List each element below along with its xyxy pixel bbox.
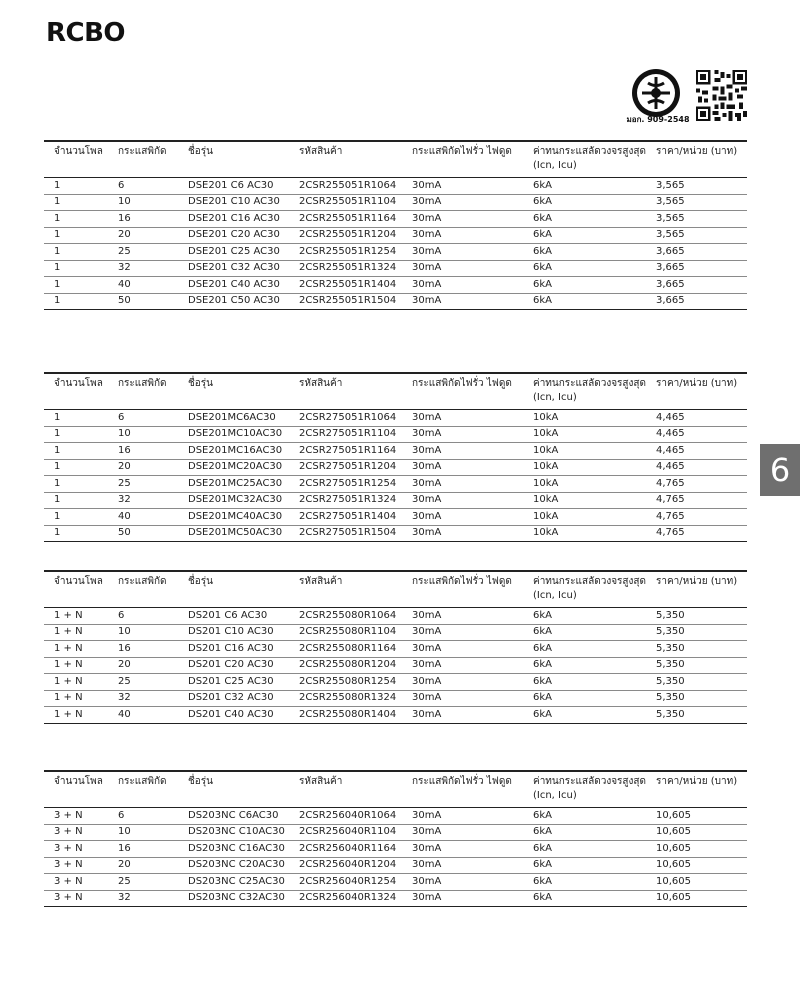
cell-poles: 1 [44,227,108,244]
table-row [44,459,747,476]
cell-product-code: 2CSR256040R1164 [289,841,402,858]
cell-breaking-capacity: 6kA [523,690,646,707]
table-row [44,293,747,310]
cell-product-code: 2CSR255051R1104 [289,194,402,211]
cell-poles: 3 + N [44,874,108,891]
cell-poles: 1 + N [44,690,108,707]
cell-leakage-current: 30mA [402,841,523,858]
table-row [44,641,747,658]
cell-product-code: 2CSR275051R1104 [289,426,402,443]
cell-price: 5,350 [646,608,747,625]
cell-rated-current: 6 [108,608,178,625]
price-table-1pole-n [44,570,747,724]
cell-leakage-current: 30mA [402,293,523,310]
cell-product-code: 2CSR255051R1324 [289,260,402,277]
cell-rated-current: 10 [108,426,178,443]
cell-product-code: 2CSR255080R1204 [289,657,402,674]
cell-poles: 1 [44,426,108,443]
header-price: ราคา/หน่วย (บาท) [656,378,738,389]
cell-price: 10,605 [646,841,747,858]
cell-poles: 1 [44,244,108,261]
cell-leakage-current: 30mA [402,690,523,707]
cell-breaking-capacity: 6kA [523,277,646,294]
cell-leakage-current: 30mA [402,824,523,841]
cell-leakage-current: 30mA [402,426,523,443]
header-product-code: รหัสสินค้า [299,378,343,389]
cell-rated-current: 25 [108,244,178,261]
cell-leakage-current: 30mA [402,641,523,658]
cell-breaking-capacity: 6kA [523,857,646,874]
header-model: ชื่อรุ่น [188,378,213,389]
cell-product-code: 2CSR255080R1104 [289,624,402,641]
header-rated-current: กระแสพิกัด [118,776,167,787]
cell-breaking-capacity: 10kA [523,459,646,476]
cell-poles: 1 + N [44,641,108,658]
cell-breaking-capacity: 6kA [523,244,646,261]
cell-model: DSE201 C40 AC30 [178,277,289,294]
cell-leakage-current: 30mA [402,476,523,493]
cell-poles: 1 [44,443,108,460]
cell-product-code: 2CSR255080R1064 [289,608,402,625]
cell-product-code: 2CSR275051R1324 [289,492,402,509]
cell-price: 4,765 [646,509,747,526]
cell-model: DSE201MC32AC30 [178,492,289,509]
cell-poles: 3 + N [44,857,108,874]
cell-price: 3,565 [646,178,747,195]
cell-price: 4,465 [646,426,747,443]
cell-product-code: 2CSR255051R1404 [289,277,402,294]
cell-breaking-capacity: 10kA [523,476,646,493]
cell-leakage-current: 30mA [402,509,523,526]
cell-model: DS203NC C25AC30 [178,874,289,891]
cell-poles: 1 + N [44,624,108,641]
cell-product-code: 2CSR256040R1204 [289,857,402,874]
cell-model: DS203NC C10AC30 [178,824,289,841]
cell-leakage-current: 30mA [402,874,523,891]
cell-rated-current: 6 [108,808,178,825]
cell-rated-current: 20 [108,227,178,244]
table-row [44,841,747,858]
cell-leakage-current: 30mA [402,707,523,724]
cell-leakage-current: 30mA [402,890,523,907]
table-row [44,824,747,841]
cell-poles: 1 [44,525,108,542]
cell-rated-current: 20 [108,459,178,476]
section-number-tab: 6 [760,444,800,496]
cell-leakage-current: 30mA [402,808,523,825]
cell-product-code: 2CSR256040R1064 [289,808,402,825]
cell-breaking-capacity: 6kA [523,890,646,907]
cell-breaking-capacity: 6kA [523,260,646,277]
cell-model: DS201 C6 AC30 [178,608,289,625]
cell-rated-current: 40 [108,509,178,526]
table-row [44,426,747,443]
cell-price: 4,465 [646,443,747,460]
table-row [44,657,747,674]
cell-rated-current: 32 [108,260,178,277]
table-row [44,808,747,825]
cell-model: DSE201MC20AC30 [178,459,289,476]
cell-product-code: 2CSR256040R1104 [289,824,402,841]
cell-product-code: 2CSR255080R1164 [289,641,402,658]
header-leakage-current: กระแสพิกัดไฟรั่ว ไฟดูด [412,378,512,389]
cell-poles: 1 + N [44,608,108,625]
cell-breaking-capacity: 6kA [523,674,646,691]
cell-poles: 1 [44,194,108,211]
cell-rated-current: 25 [108,476,178,493]
cell-rated-current: 10 [108,194,178,211]
cell-poles: 1 [44,492,108,509]
cell-leakage-current: 30mA [402,608,523,625]
cell-model: DSE201 C16 AC30 [178,211,289,228]
cell-leakage-current: 30mA [402,227,523,244]
cell-product-code: 2CSR255080R1254 [289,674,402,691]
cell-price: 5,350 [646,707,747,724]
cell-model: DS203NC C16AC30 [178,841,289,858]
header-product-code: รหัสสินค้า [299,776,343,787]
header-rated-current: กระแสพิกัด [118,146,167,157]
cell-rated-current: 10 [108,824,178,841]
cell-product-code: 2CSR255080R1404 [289,707,402,724]
cell-poles: 1 [44,260,108,277]
cell-product-code: 2CSR275051R1254 [289,476,402,493]
cell-price: 10,605 [646,808,747,825]
cell-price: 4,765 [646,476,747,493]
header-product-code: รหัสสินค้า [299,576,343,587]
table-row [44,277,747,294]
tis-certification-code: มอก. 909-2548 [626,115,690,124]
cell-model: DSE201 C32 AC30 [178,260,289,277]
cell-breaking-capacity: 6kA [523,808,646,825]
cell-model: DSE201MC25AC30 [178,476,289,493]
cell-rated-current: 16 [108,443,178,460]
cell-rated-current: 32 [108,690,178,707]
header-price: ราคา/หน่วย (บาท) [656,146,738,157]
price-table-1pole-10ka [44,372,747,542]
cell-leakage-current: 30mA [402,178,523,195]
cell-poles: 1 [44,459,108,476]
cell-model: DS203NC C32AC30 [178,890,289,907]
table-row [44,260,747,277]
cell-price: 10,605 [646,874,747,891]
cell-rated-current: 20 [108,657,178,674]
cell-model: DS201 C25 AC30 [178,674,289,691]
header-price: ราคา/หน่วย (บาท) [656,776,738,787]
cell-breaking-capacity: 10kA [523,525,646,542]
cell-product-code: 2CSR256040R1254 [289,874,402,891]
header-breaking-capacity: ค่าทนกระแสลัดวงจรสูงสุด (Icn, Icu) [533,576,647,601]
cell-poles: 3 + N [44,824,108,841]
table-row [44,227,747,244]
cell-model: DSE201MC6AC30 [178,410,289,427]
cell-leakage-current: 30mA [402,443,523,460]
cell-product-code: 2CSR255051R1254 [289,244,402,261]
header-model: ชื่อรุ่น [188,146,213,157]
cell-model: DSE201 C50 AC30 [178,293,289,310]
cell-leakage-current: 30mA [402,211,523,228]
cell-price: 10,605 [646,824,747,841]
table-row [44,674,747,691]
cell-leakage-current: 30mA [402,624,523,641]
header-poles: จำนวนโพล [54,576,103,587]
cell-rated-current: 50 [108,525,178,542]
cell-poles: 1 + N [44,707,108,724]
cell-price: 5,350 [646,690,747,707]
cell-product-code: 2CSR275051R1064 [289,410,402,427]
cell-poles: 1 [44,476,108,493]
cell-price: 3,565 [646,211,747,228]
cell-model: DSE201MC40AC30 [178,509,289,526]
header-leakage-current: กระแสพิกัดไฟรั่ว ไฟดูด [412,576,512,587]
table-row [44,857,747,874]
cell-leakage-current: 30mA [402,194,523,211]
cell-product-code: 2CSR255051R1164 [289,211,402,228]
cell-rated-current: 6 [108,410,178,427]
cell-model: DSE201MC50AC30 [178,525,289,542]
table-header-row [44,141,747,178]
cell-model: DS203NC C6AC30 [178,808,289,825]
cell-rated-current: 16 [108,841,178,858]
table-row [44,624,747,641]
cell-leakage-current: 30mA [402,492,523,509]
cell-model: DSE201 C6 AC30 [178,178,289,195]
cell-rated-current: 50 [108,293,178,310]
cell-poles: 1 [44,293,108,310]
cell-breaking-capacity: 6kA [523,608,646,625]
cell-breaking-capacity: 10kA [523,492,646,509]
cell-rated-current: 32 [108,890,178,907]
cell-leakage-current: 30mA [402,244,523,261]
cell-product-code: 2CSR275051R1404 [289,509,402,526]
cell-poles: 1 + N [44,674,108,691]
table-row [44,178,747,195]
table-header-row [44,373,747,410]
cell-poles: 1 [44,410,108,427]
header-poles: จำนวนโพล [54,378,103,389]
cell-model: DS201 C10 AC30 [178,624,289,641]
table-header-row [44,771,747,808]
cell-breaking-capacity: 6kA [523,624,646,641]
cell-rated-current: 16 [108,641,178,658]
cell-price: 4,765 [646,525,747,542]
cell-rated-current: 6 [108,178,178,195]
cell-price: 10,605 [646,857,747,874]
cell-leakage-current: 30mA [402,410,523,427]
cell-price: 3,565 [646,227,747,244]
cell-price: 5,350 [646,674,747,691]
header-model: ชื่อรุ่น [188,576,213,587]
cell-rated-current: 10 [108,624,178,641]
cell-rated-current: 25 [108,874,178,891]
table-row [44,211,747,228]
table-row [44,476,747,493]
header-poles: จำนวนโพล [54,776,103,787]
cell-product-code: 2CSR255051R1504 [289,293,402,310]
cell-leakage-current: 30mA [402,277,523,294]
price-table-3pole-n [44,770,747,907]
cell-rated-current: 25 [108,674,178,691]
cell-model: DS201 C20 AC30 [178,657,289,674]
header-breaking-capacity: ค่าทนกระแสลัดวงจรสูงสุด (Icn, Icu) [533,378,647,403]
cell-breaking-capacity: 10kA [523,410,646,427]
cell-leakage-current: 30mA [402,657,523,674]
cell-poles: 1 + N [44,657,108,674]
table-row [44,707,747,724]
qr-code-icon [696,70,747,121]
cell-model: DS201 C40 AC30 [178,707,289,724]
cell-breaking-capacity: 6kA [523,211,646,228]
cell-breaking-capacity: 10kA [523,426,646,443]
cell-breaking-capacity: 10kA [523,443,646,460]
cell-product-code: 2CSR275051R1504 [289,525,402,542]
cell-model: DS201 C32 AC30 [178,690,289,707]
cell-price: 3,565 [646,194,747,211]
cell-product-code: 2CSR256040R1324 [289,890,402,907]
header-breaking-capacity: ค่าทนกระแสลัดวงจรสูงสุด (Icn, Icu) [533,146,647,171]
table-row [44,244,747,261]
cell-breaking-capacity: 10kA [523,509,646,526]
cell-price: 3,665 [646,260,747,277]
table-row [44,509,747,526]
cell-rated-current: 40 [108,277,178,294]
cell-price: 5,350 [646,624,747,641]
cell-rated-current: 32 [108,492,178,509]
cell-poles: 1 [44,178,108,195]
header-model: ชื่อรุ่น [188,776,213,787]
cell-product-code: 2CSR255051R1064 [289,178,402,195]
cell-model: DS201 C16 AC30 [178,641,289,658]
cell-leakage-current: 30mA [402,674,523,691]
cell-poles: 3 + N [44,890,108,907]
header-breaking-capacity: ค่าทนกระแสลัดวงจรสูงสุด (Icn, Icu) [533,776,647,801]
cell-price: 4,765 [646,492,747,509]
header-poles: จำนวนโพล [54,146,103,157]
cell-rated-current: 16 [108,211,178,228]
cell-model: DS203NC C20AC30 [178,857,289,874]
table-row [44,443,747,460]
cell-product-code: 2CSR275051R1164 [289,443,402,460]
cell-price: 3,665 [646,244,747,261]
cell-leakage-current: 30mA [402,459,523,476]
cell-product-code: 2CSR255051R1204 [289,227,402,244]
header-rated-current: กระแสพิกัด [118,576,167,587]
table-row [44,194,747,211]
header-price: ราคา/หน่วย (บาท) [656,576,738,587]
cell-model: DSE201 C10 AC30 [178,194,289,211]
cell-poles: 3 + N [44,808,108,825]
cell-model: DSE201MC16AC30 [178,443,289,460]
cell-poles: 3 + N [44,841,108,858]
cell-price: 4,465 [646,410,747,427]
cell-price: 4,465 [646,459,747,476]
cell-price: 5,350 [646,641,747,658]
cell-poles: 1 [44,277,108,294]
cell-leakage-current: 30mA [402,857,523,874]
cell-breaking-capacity: 6kA [523,641,646,658]
cell-breaking-capacity: 6kA [523,874,646,891]
cell-model: DSE201 C20 AC30 [178,227,289,244]
cell-model: DSE201 C25 AC30 [178,244,289,261]
cell-product-code: 2CSR255080R1324 [289,690,402,707]
cell-poles: 1 [44,509,108,526]
cell-breaking-capacity: 6kA [523,178,646,195]
cell-rated-current: 20 [108,857,178,874]
cell-price: 10,605 [646,890,747,907]
cell-breaking-capacity: 6kA [523,657,646,674]
cell-price: 3,665 [646,277,747,294]
table-row [44,890,747,907]
header-leakage-current: กระแสพิกัดไฟรั่ว ไฟดูด [412,146,512,157]
cell-price: 3,665 [646,293,747,310]
cell-breaking-capacity: 6kA [523,824,646,841]
cell-leakage-current: 30mA [402,525,523,542]
table-row [44,874,747,891]
header-leakage-current: กระแสพิกัดไฟรั่ว ไฟดูด [412,776,512,787]
cell-model: DSE201MC10AC30 [178,426,289,443]
cell-rated-current: 40 [108,707,178,724]
cell-breaking-capacity: 6kA [523,293,646,310]
table-row [44,525,747,542]
cell-poles: 1 [44,211,108,228]
page-title: RCBO [46,18,126,48]
cell-price: 5,350 [646,657,747,674]
table-row [44,690,747,707]
cell-leakage-current: 30mA [402,260,523,277]
table-row [44,608,747,625]
table-row [44,410,747,427]
cell-breaking-capacity: 6kA [523,841,646,858]
price-table-1pole-6ka [44,140,747,310]
cell-breaking-capacity: 6kA [523,707,646,724]
header-rated-current: กระแสพิกัด [118,378,167,389]
table-header-row [44,571,747,608]
cell-breaking-capacity: 6kA [523,194,646,211]
cell-product-code: 2CSR275051R1204 [289,459,402,476]
cell-breaking-capacity: 6kA [523,227,646,244]
table-row [44,492,747,509]
header-product-code: รหัสสินค้า [299,146,343,157]
